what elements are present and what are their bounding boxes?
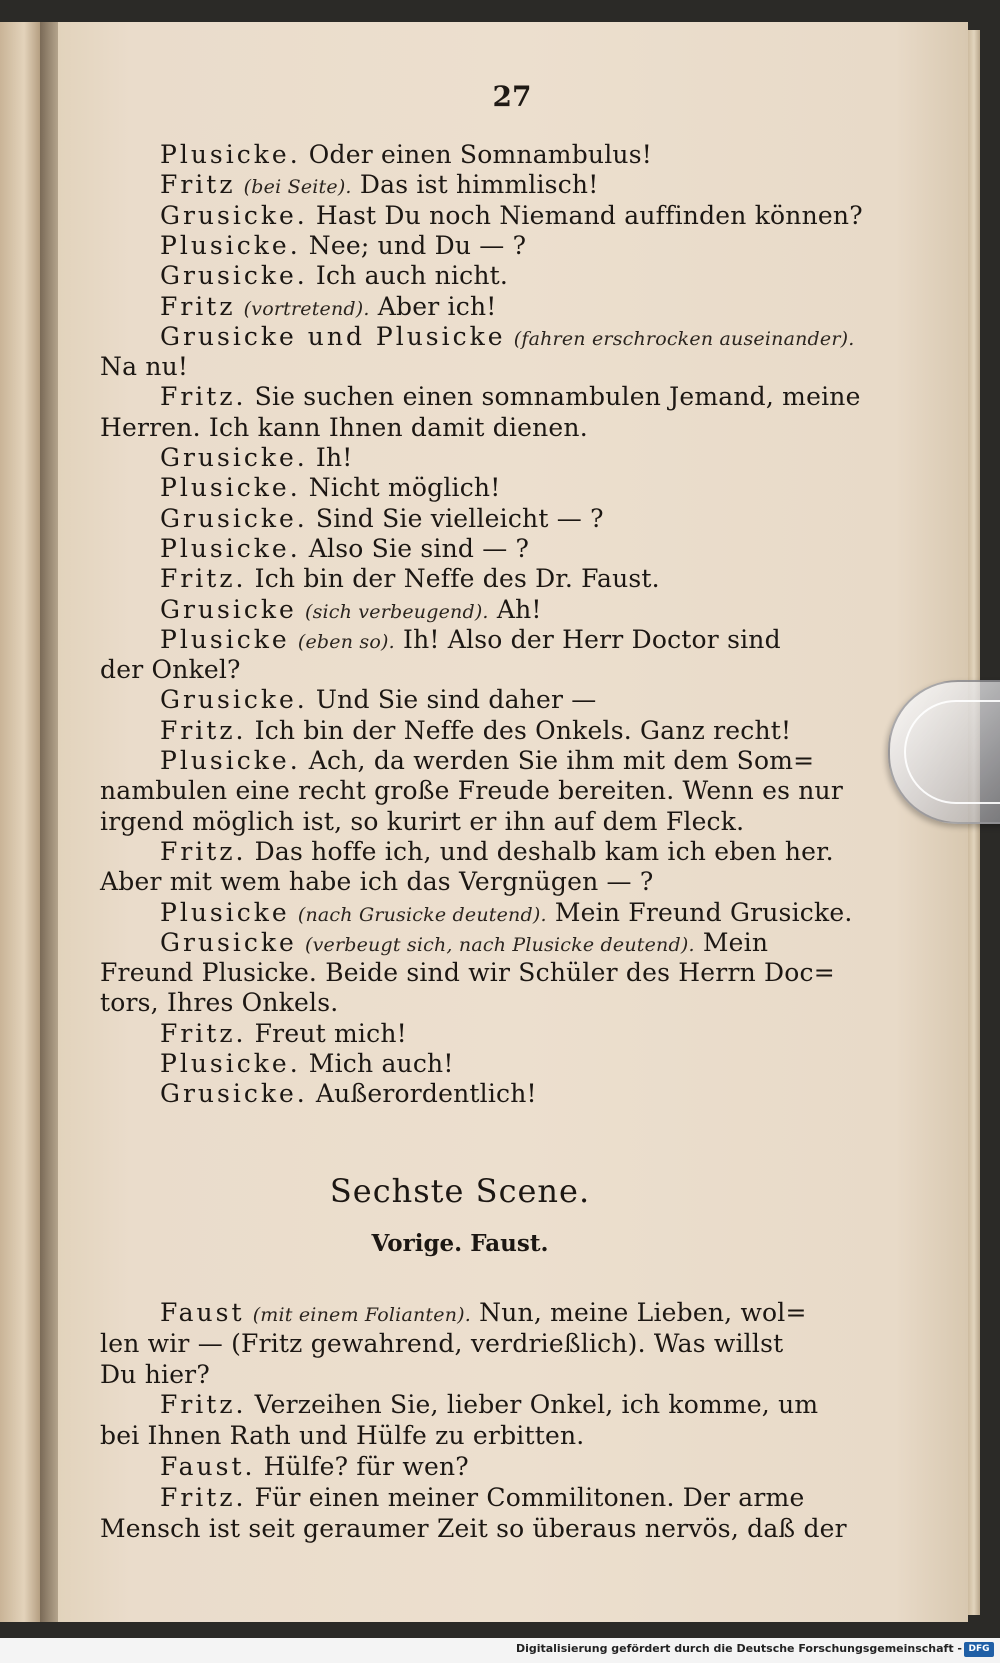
speaker-name: Plusicke. — [160, 473, 301, 503]
text-line — [160, 928, 890, 960]
text-line — [160, 140, 890, 170]
line-text: Nee; und Du — ? — [308, 230, 527, 260]
line-text: Ah! — [496, 594, 542, 624]
stage-direction: (fahren erschrocken auseinander). — [513, 327, 855, 350]
line-text: Hast Du noch Niemand auffinden können? — [315, 200, 863, 230]
line-text: Ich bin der Neffe des Dr. Faust. — [254, 564, 660, 594]
line-text: Ih! Also der Herr Doctor sind — [403, 624, 781, 654]
speaker-name: Fritz. — [160, 836, 247, 866]
text-line — [160, 261, 890, 291]
speaker-name: Grusicke. — [160, 503, 308, 533]
line-text: Freund Plusicke. Beide sind wir Schüler des Herrn Doc= — [100, 958, 835, 988]
text-line — [100, 352, 830, 382]
text-line — [160, 231, 890, 261]
speaker-name: Plusicke. — [160, 746, 301, 775]
stage-direction: (mit einem Folianten). — [252, 1304, 471, 1326]
text-line — [100, 958, 835, 988]
line-text: irgend möglich ist, so kurirt er ihn auf dem Fleck. — [100, 806, 745, 836]
speaker-name: Fritz — [160, 170, 236, 200]
speaker-name: Plusicke. — [160, 533, 301, 563]
text-line — [160, 564, 890, 594]
text-line — [160, 1298, 890, 1330]
text-line — [160, 1390, 890, 1420]
stage-direction: (eben so). — [297, 630, 395, 653]
line-text: Mensch ist seit geraumer Zeit so überaus nervös, daß der — [100, 1513, 847, 1543]
speaker-name: Plusicke — [160, 897, 290, 927]
speaker-name: Grusicke. — [160, 443, 308, 472]
stage-direction: (vortretend). — [243, 297, 370, 320]
speaker-name: Grusicke. — [160, 685, 308, 715]
text-line — [100, 807, 830, 837]
speaker-name: Grusicke. — [160, 200, 308, 230]
line-text: Ach, da werden Sie ihm mit dem Som= — [308, 746, 815, 775]
speaker-name: Faust. — [160, 1452, 256, 1481]
book-gutter — [40, 22, 58, 1622]
line-text: Und Sie sind daher — — [315, 685, 597, 715]
speaker-name: Faust — [160, 1298, 245, 1327]
line-text: Ich bin der Neffe des Onkels. Ganz recht! — [254, 715, 792, 745]
line-text: Aber mit wem habe ich das Vergnügen — ? — [100, 867, 654, 897]
text-line — [160, 746, 890, 776]
text-line — [160, 685, 890, 715]
stage-direction: (sich verbeugend). — [304, 600, 489, 623]
dfg-logo-icon: DFG — [964, 1642, 994, 1657]
text-line — [160, 170, 890, 202]
text-line — [100, 1360, 830, 1390]
speaker-name: Plusicke — [160, 624, 290, 654]
text-line — [160, 625, 890, 657]
text-line — [160, 1049, 890, 1079]
text-line — [100, 776, 844, 806]
line-text: Nun, meine Lieben, wol= — [479, 1298, 807, 1327]
scene-cast: Vorige. Faust. — [371, 1230, 549, 1257]
stage-direction: (nach Grusicke deutend). — [297, 903, 547, 926]
stage-direction: (bei Seite). — [243, 176, 352, 199]
line-text: Das ist himmlisch! — [359, 170, 599, 200]
stage-direction: (verbeugt sich, nach Plusicke deutend). — [304, 933, 695, 956]
text-line — [160, 1019, 890, 1049]
speaker-name: Grusicke. — [160, 1079, 308, 1109]
speaker-name: Plusicke. — [160, 140, 301, 169]
speaker-name: Fritz. — [160, 564, 247, 594]
line-text: Hülfe? für wen? — [263, 1452, 469, 1481]
text-line — [160, 1079, 890, 1109]
line-text: Mich auch! — [308, 1049, 454, 1078]
text-line — [160, 898, 890, 930]
line-text: Verzeihen Sie, lieber Onkel, ich komme, um — [254, 1390, 819, 1420]
speaker-name: Grusicke. — [160, 261, 308, 291]
text-line — [100, 655, 830, 685]
text-line — [160, 382, 890, 412]
text-line — [160, 1483, 890, 1513]
speaker-name: Fritz. — [160, 1390, 247, 1420]
line-text: Mein Freund Grusicke. — [554, 897, 853, 927]
speaker-name: Fritz. — [160, 1482, 247, 1512]
footer-credit: Digitalisierung gefördert durch die Deutsche Forschungsgemeinschaft - — [515, 1642, 962, 1655]
page-clip-highlight — [904, 700, 1000, 804]
text-line — [160, 201, 890, 231]
line-text: Mein — [702, 927, 769, 957]
scene-title: Sechste Scene. — [329, 1172, 591, 1210]
text-line — [160, 716, 890, 746]
line-text: Ih! — [315, 443, 353, 472]
line-text: len wir — (Fritz gewahrend, verdrießlich). Was willst — [100, 1328, 784, 1358]
speaker-name: Plusicke. — [160, 1049, 301, 1078]
text-line — [100, 413, 830, 443]
line-text: bei Ihnen Rath und Hülfe zu erbitten. — [100, 1421, 585, 1451]
line-text: Du hier? — [100, 1359, 210, 1389]
line-text: Sind Sie vielleicht — ? — [315, 503, 604, 533]
text-line — [160, 1452, 890, 1482]
text-line — [100, 1329, 830, 1359]
text-line — [160, 595, 890, 627]
line-text: Also Sie sind — ? — [308, 533, 530, 563]
line-text: Außerordentlich! — [315, 1079, 537, 1109]
line-text: Herren. Ich kann Ihnen damit dienen. — [100, 412, 588, 442]
page-number: 27 — [492, 80, 532, 113]
line-text: nambulen eine recht große Freude bereiten. Wenn es nur — [100, 776, 844, 806]
text-line — [100, 1421, 830, 1451]
line-text: Aber ich! — [377, 291, 497, 321]
line-text: Sie suchen einen somnambulen Jemand, meine — [254, 382, 861, 412]
text-line — [160, 504, 890, 534]
speaker-name: Plusicke. — [160, 230, 301, 260]
left-page-edge — [0, 22, 40, 1622]
text-line — [160, 534, 890, 564]
line-text: Freut mich! — [254, 1018, 407, 1048]
speaker-name: Grusicke — [160, 927, 297, 957]
text-line — [100, 867, 830, 897]
text-line — [100, 1513, 847, 1544]
speaker-name: Fritz. — [160, 715, 247, 745]
speaker-name: Fritz. — [160, 382, 247, 412]
line-text: Nicht möglich! — [308, 473, 501, 503]
speaker-name: Fritz. — [160, 1018, 247, 1048]
line-text: Für einen meiner Commilitonen. Der arme — [254, 1482, 805, 1512]
footer-bar — [0, 1638, 1000, 1663]
line-text: Das hoffe ich, und deshalb kam ich eben her. — [254, 836, 834, 866]
text-line — [160, 292, 890, 324]
text-line — [160, 473, 890, 503]
line-text: Ich auch nicht. — [315, 261, 509, 291]
line-text: Na nu! — [100, 352, 189, 382]
line-text: tors, Ihres Onkels. — [100, 988, 339, 1018]
text-line — [160, 443, 890, 473]
text-line — [100, 988, 830, 1018]
speaker-name: Grusicke und Plusicke — [160, 321, 506, 351]
text-line — [160, 837, 890, 867]
speaker-name: Fritz — [160, 291, 236, 321]
text-line — [160, 322, 890, 354]
line-text: Oder einen Somnambulus! — [308, 140, 652, 169]
speaker-name: Grusicke — [160, 594, 297, 624]
line-text: der Onkel? — [100, 655, 241, 685]
